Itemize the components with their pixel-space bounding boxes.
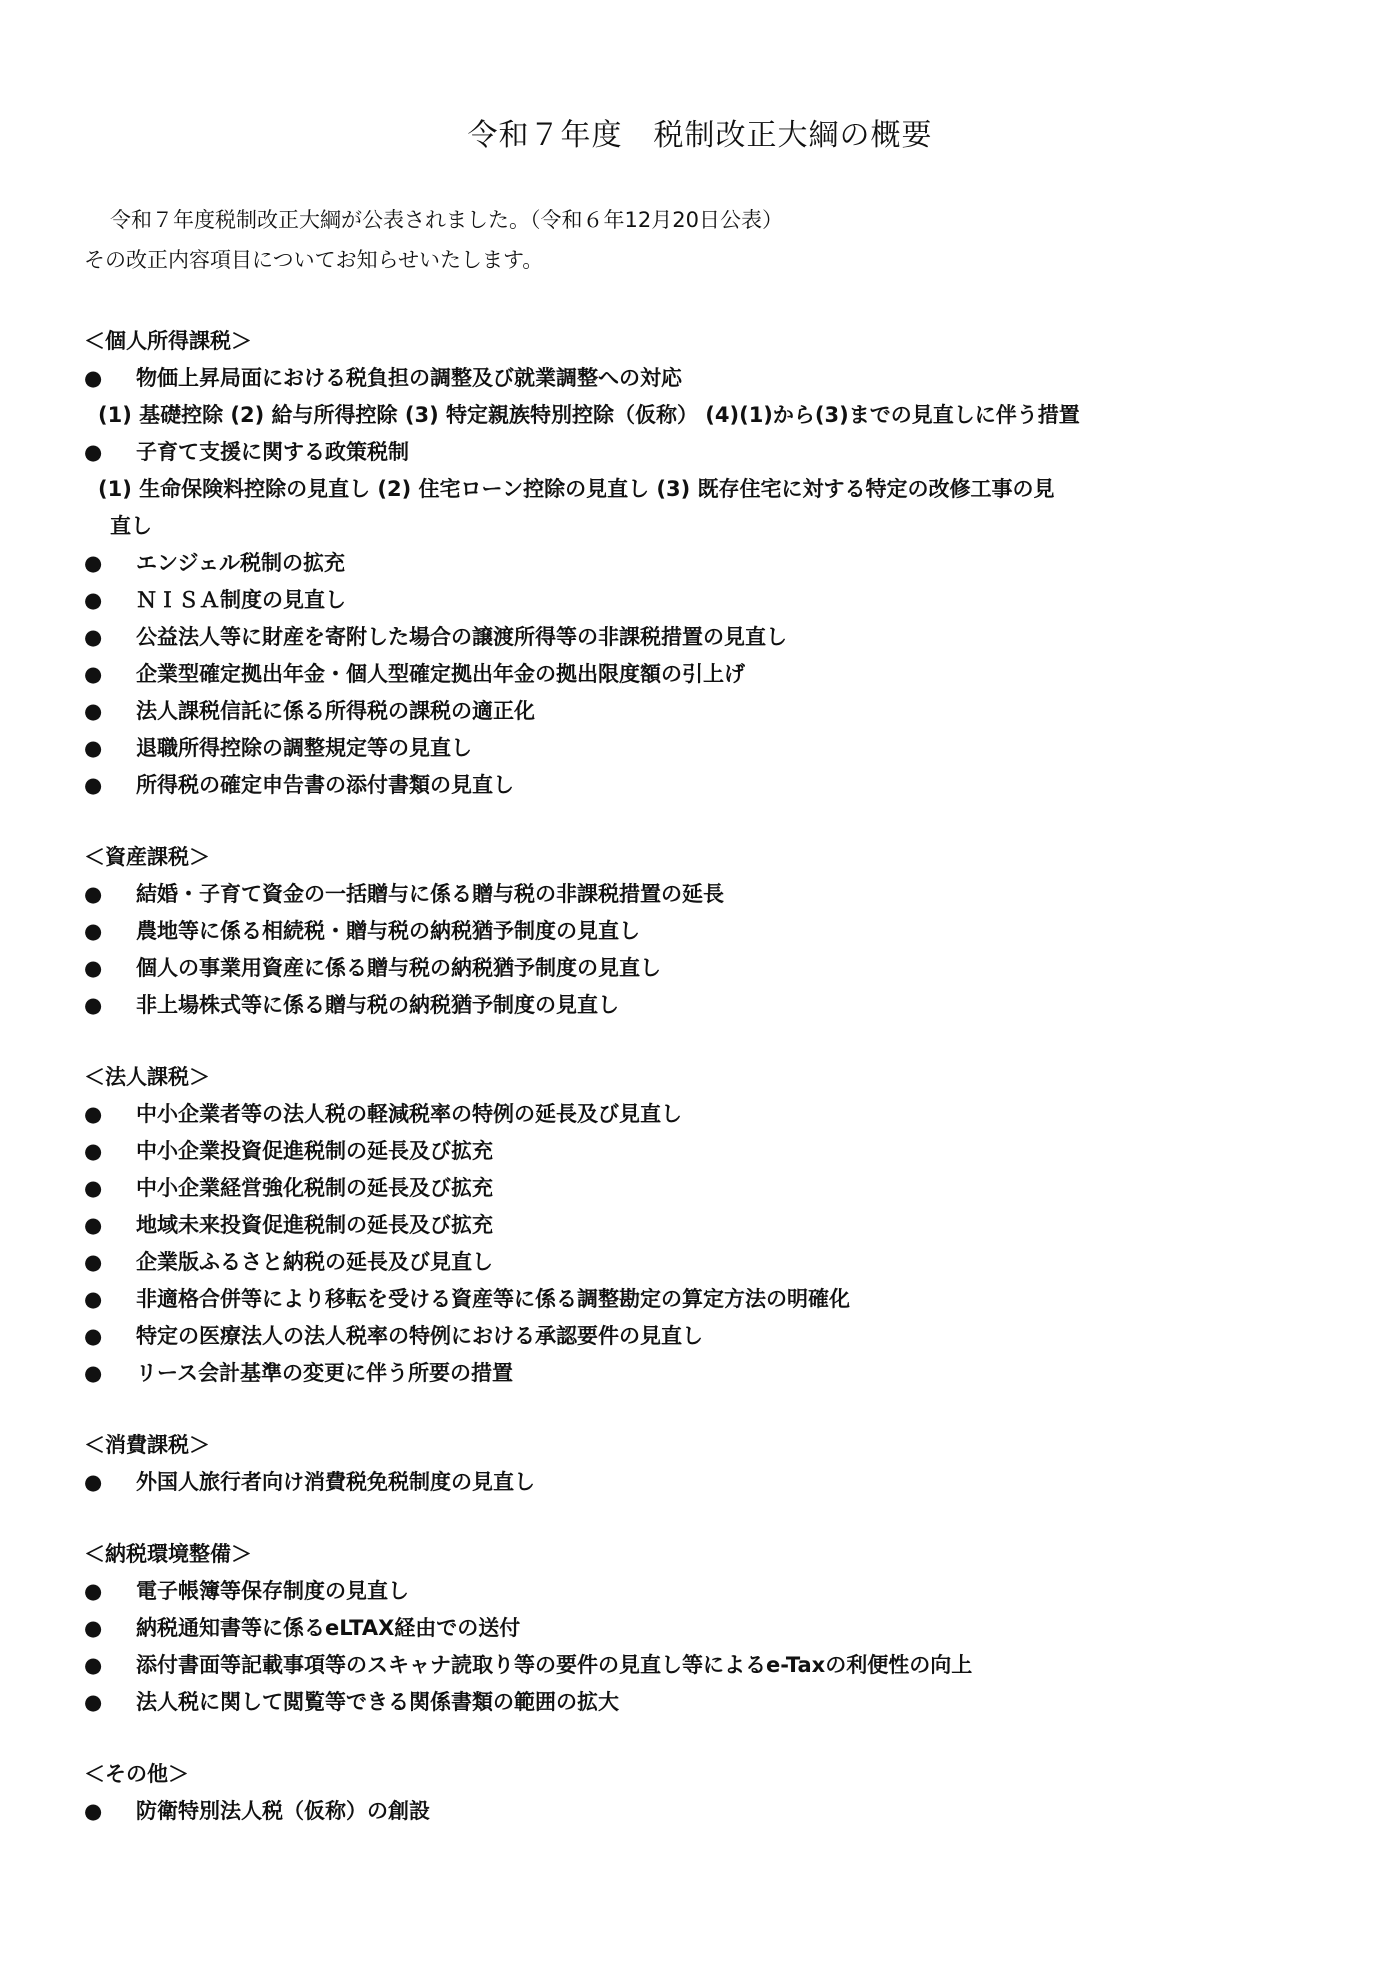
bullet-icon: ●	[84, 882, 103, 906]
bullet-icon: ●	[84, 1690, 103, 1714]
section-other	[84, 1755, 1334, 1830]
section-asset-tax	[84, 838, 1334, 1024]
list-item	[84, 913, 1334, 950]
bullet-icon: ●	[84, 956, 103, 980]
item-text: 納税通知書等に係るeLTAX経由での送付	[136, 1616, 521, 1640]
list-item	[84, 619, 1334, 656]
item-text: 公益法人等に財産を寄附した場合の譲渡所得等の非課税措置の見直し	[136, 625, 787, 649]
item-text: 結婚・子育て資金の一括贈与に係る贈与税の非課税措置の延長	[136, 882, 724, 906]
intro-text	[84, 200, 783, 280]
list-item	[84, 1793, 1334, 1830]
list-item	[84, 1133, 1334, 1170]
bullet-icon: ●	[84, 588, 103, 612]
bullet-icon: ●	[84, 662, 103, 686]
list-item	[84, 1096, 1334, 1133]
sub-item: (1) 基礎控除 (2) 給与所得控除 (3) 特定親族特別控除（仮称） (4)(1)から(3)までの見直しに伴う措置	[98, 403, 1080, 427]
item-text: 法人税に関して閲覧等できる関係書類の範囲の拡大	[136, 1690, 619, 1714]
item-text: 子育て支援に関する政策税制	[136, 440, 409, 464]
list-item	[84, 767, 1334, 804]
bullet-icon: ●	[84, 1579, 103, 1603]
item-text: 所得税の確定申告書の添付書類の見直し	[136, 773, 514, 797]
list-item	[84, 1244, 1334, 1281]
bullet-icon: ●	[84, 1470, 103, 1494]
item-text: 外国人旅行者向け消費税免税制度の見直し	[136, 1470, 535, 1494]
bullet-icon: ●	[84, 1799, 103, 1823]
item-text: エンジェル税制の拡充	[136, 551, 346, 575]
page-title: 令和７年度 税制改正大綱の概要	[467, 118, 933, 153]
list-item	[84, 1464, 1334, 1501]
sub-item-text: 直し	[110, 514, 152, 538]
list-item	[84, 730, 1334, 767]
bullet-icon: ●	[84, 1102, 103, 1126]
bullet-icon: ●	[84, 1176, 103, 1200]
bullet-icon: ●	[84, 773, 103, 797]
item-text: 物価上昇局面における税負担の調整及び就業調整への対応	[136, 366, 682, 390]
item-text: 個人の事業用資産に係る贈与税の納税猶予制度の見直し	[136, 956, 661, 980]
section-heading: ＜個人所得課税＞	[84, 329, 252, 353]
bullet-icon: ●	[84, 699, 103, 723]
list-item	[84, 1355, 1334, 1392]
list-item	[84, 1610, 1334, 1647]
intro-line-2: その改正内容項目についてお知らせいたします。	[84, 248, 544, 272]
bullet-icon: ●	[84, 736, 103, 760]
item-text: 企業型確定拠出年金・個人型確定拠出年金の拠出限度額の引上げ	[136, 662, 745, 686]
bullet-icon: ●	[84, 1250, 103, 1274]
section-heading: ＜その他＞	[84, 1762, 189, 1786]
list-item	[84, 876, 1334, 913]
list-item	[84, 656, 1334, 693]
content	[84, 322, 1334, 1864]
list-item	[84, 360, 1334, 397]
bullet-icon: ●	[84, 1361, 103, 1385]
item-text: 法人課税信託に係る所得税の課税の適正化	[136, 699, 535, 723]
list-item	[84, 1207, 1334, 1244]
bullet-icon: ●	[84, 1287, 103, 1311]
item-text: 中小企業経営強化税制の延長及び拡充	[136, 1176, 493, 1200]
list-item	[84, 582, 1334, 619]
list-item	[84, 1281, 1334, 1318]
list-item	[84, 434, 1334, 471]
bullet-icon: ●	[84, 919, 103, 943]
section-heading: ＜納税環境整備＞	[84, 1542, 252, 1566]
item-text: 地域未来投資促進税制の延長及び拡充	[136, 1213, 493, 1237]
item-text: 非上場株式等に係る贈与税の納税猶予制度の見直し	[136, 993, 619, 1017]
list-item	[84, 1318, 1334, 1355]
section-heading: ＜法人課税＞	[84, 1065, 210, 1089]
list-item	[84, 1684, 1334, 1721]
list-item	[84, 693, 1334, 730]
item-text: リース会計基準の変更に伴う所要の措置	[136, 1361, 513, 1385]
bullet-icon: ●	[84, 1139, 103, 1163]
bullet-icon: ●	[84, 993, 103, 1017]
sub-item-continued	[84, 508, 1334, 545]
item-text: 添付書面等記載事項等のスキャナ読取り等の要件の見直し等によるe-Taxの利便性の向上	[136, 1653, 973, 1677]
bullet-icon: ●	[84, 1616, 103, 1640]
list-item	[84, 1647, 1334, 1684]
bullet-icon: ●	[84, 1324, 103, 1348]
section-heading: ＜資産課税＞	[84, 845, 210, 869]
item-text: 農地等に係る相続税・贈与税の納税猶予制度の見直し	[136, 919, 640, 943]
item-text: 特定の医療法人の法人税率の特例における承認要件の見直し	[136, 1324, 703, 1348]
list-item	[84, 1573, 1334, 1610]
section-corporate-tax	[84, 1058, 1334, 1392]
bullet-icon: ●	[84, 1653, 103, 1677]
item-text: 企業版ふるさと納税の延長及び見直し	[136, 1250, 493, 1274]
item-text: 防衛特別法人税（仮称）の創設	[136, 1799, 430, 1823]
sub-item: (1) 生命保険料控除の見直し (2) 住宅ローン控除の見直し (3) 既存住宅に対する特定の改修工事の見	[98, 477, 1055, 501]
list-item	[84, 545, 1334, 582]
section-consumption-tax	[84, 1426, 1334, 1501]
bullet-icon: ●	[84, 551, 103, 575]
section-tax-environment	[84, 1535, 1334, 1721]
list-item	[84, 1170, 1334, 1207]
bullet-icon: ●	[84, 625, 103, 649]
item-text: ＮＩＳＡ制度の見直し	[136, 588, 346, 612]
list-item	[84, 950, 1334, 987]
item-text: 退職所得控除の調整規定等の見直し	[136, 736, 472, 760]
bullet-icon: ●	[84, 440, 103, 464]
item-text: 非適格合併等により移転を受ける資産等に係る調整勘定の算定方法の明確化	[136, 1287, 850, 1311]
bullet-icon: ●	[84, 366, 103, 390]
section-heading: ＜消費課税＞	[84, 1433, 210, 1457]
section-individual-income-tax	[84, 322, 1334, 804]
intro-line-1: 令和７年度税制改正大綱が公表されました。（令和６年12月20日公表）	[110, 208, 783, 232]
item-text: 中小企業者等の法人税の軽減税率の特例の延長及び見直し	[136, 1102, 682, 1126]
list-item	[84, 987, 1334, 1024]
item-text: 電子帳簿等保存制度の見直し	[136, 1579, 409, 1603]
bullet-icon: ●	[84, 1213, 103, 1237]
item-text: 中小企業投資促進税制の延長及び拡充	[136, 1139, 493, 1163]
